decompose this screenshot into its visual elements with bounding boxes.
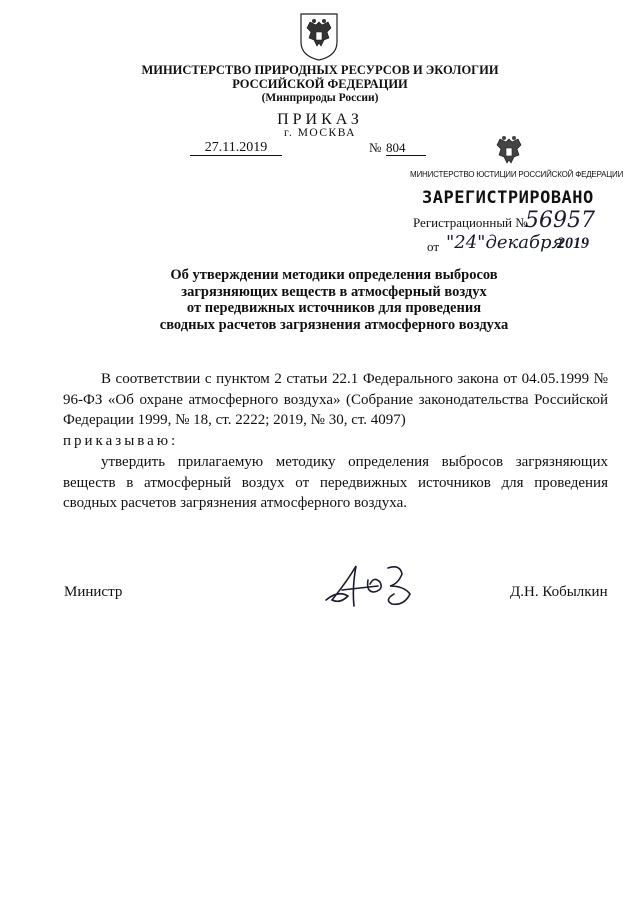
stamp-reg-date: "24"декабря xyxy=(446,232,564,253)
document-type: ПРИКАЗ xyxy=(277,111,363,128)
order-title-line3: от передвижных источников для проведения xyxy=(186,300,482,316)
order-number-label: № xyxy=(369,140,382,155)
order-word: приказываю: xyxy=(63,432,179,449)
stamp-from-label: от xyxy=(427,239,440,254)
stamp-reg-number-label: Регистрационный № xyxy=(413,215,528,230)
order-title-line1: Об утверждении методики определения выбросов xyxy=(170,267,498,283)
ministry-name-line2: РОССИЙСКОЙ ФЕДЕРАЦИИ xyxy=(232,77,408,91)
city: г. МОСКВА xyxy=(284,127,356,139)
decision-text: утвердить прилагаемую методику определения выбросов загрязняющих веществ в атмосферный воздух от передвижных источников для проведения сводных расчетов загрязнения атмосферного воздуха. xyxy=(63,454,608,511)
order-title-line2: загрязняющих веществ в атмосферный воздух xyxy=(181,283,487,300)
signatory-name: Д.Н. Кобылкин xyxy=(510,584,608,600)
russian-coat-of-arms-icon xyxy=(297,12,341,62)
stamp-emblem-icon xyxy=(489,133,529,173)
stamp-reg-number: 56957 xyxy=(525,208,595,233)
preamble-text: В соответствии с пунктом 2 статьи 22.1 Федерального закона от 04.05.1999 № 96-ФЗ «Об охране атмосферного воздуха» (Собрание законодательства Российской Федерации 1999, № 18, ст. 2222; 2019, № 30, ст. 4097) xyxy=(63,371,608,428)
stamp-reg-year: 2019 xyxy=(557,235,589,252)
order-number: 804 xyxy=(386,140,426,156)
order-date: 27.11.2019 xyxy=(190,140,282,156)
stamp-heading: МИНИСТЕРСТВО ЮСТИЦИИ РОССИЙСКОЙ ФЕДЕРАЦИИ xyxy=(410,170,624,179)
preamble-paragraph xyxy=(63,369,608,451)
order-title-line4: сводных расчетов загрязнения атмосферного воздуха xyxy=(159,316,509,333)
ministry-short-name: (Минприроды России) xyxy=(261,92,379,104)
order-title xyxy=(0,267,640,333)
stamp-registered: ЗАРЕГИСТРИРОВАНО xyxy=(422,188,594,208)
signatory-position: Министр xyxy=(64,584,123,600)
decision-paragraph xyxy=(63,452,608,514)
ministry-name-line1: МИНИСТЕРСТВО ПРИРОДНЫХ РЕСУРСОВ И ЭКОЛОГИИ xyxy=(141,63,499,77)
handwritten-signature xyxy=(318,560,428,615)
